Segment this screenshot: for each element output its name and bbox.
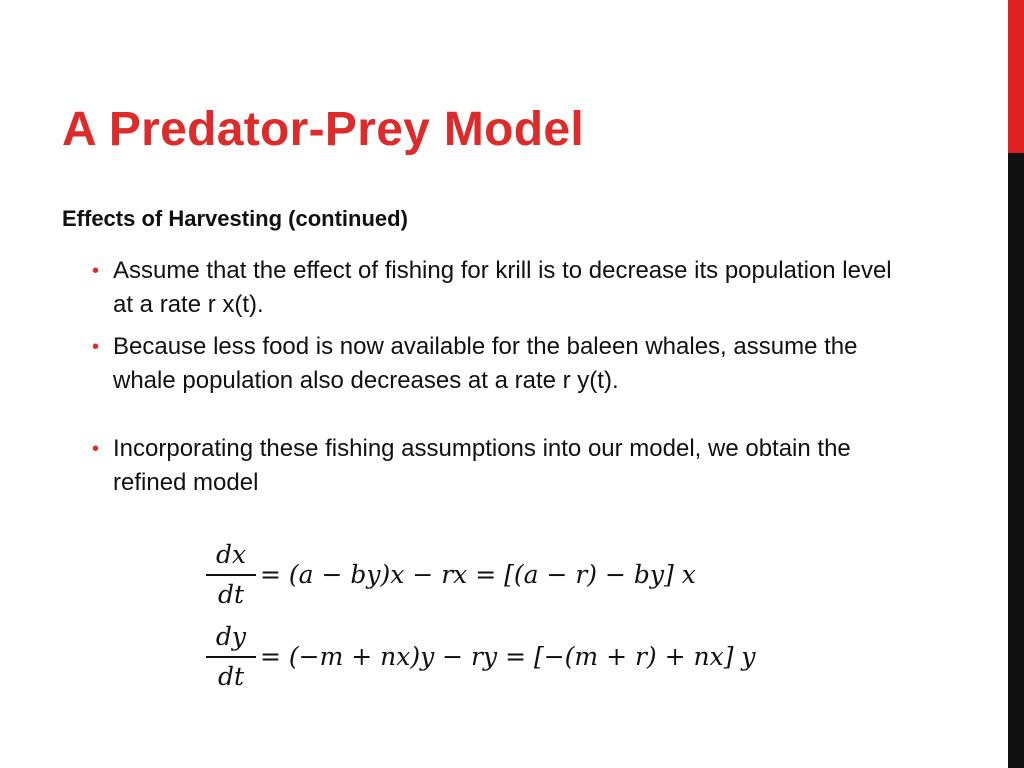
bullet-dot-icon: • bbox=[92, 438, 100, 460]
bullet-item bbox=[92, 432, 892, 500]
fraction-bar bbox=[206, 656, 256, 658]
bullet-list bbox=[92, 254, 892, 500]
accent-bar-dark bbox=[1008, 153, 1024, 768]
bullet-item bbox=[92, 254, 892, 322]
fraction-denominator: dt bbox=[217, 579, 245, 609]
slide-subtitle: Effects of Harvesting (continued) bbox=[62, 206, 408, 231]
equation-rhs: = (a − by)x − rx = [(a − r) − by] x bbox=[260, 560, 696, 589]
fraction-denominator: dt bbox=[217, 661, 245, 691]
bullet-dot-icon: • bbox=[92, 260, 100, 282]
derivative-fraction bbox=[206, 538, 256, 612]
fraction-numerator: dx bbox=[215, 540, 247, 569]
derivative-fraction bbox=[206, 620, 256, 694]
equation-rhs: = (−m + nx)y − ry = [−(m + r) + nx] y bbox=[260, 642, 756, 671]
bullet-text: Assume that the effect of fishing for krill is to decrease its population level at a rate r x(t). bbox=[113, 257, 892, 318]
bullet-text: Because less food is now available for the baleen whales, assume the whale population also decreases at a rate r y(t). bbox=[113, 333, 858, 394]
bullet-item bbox=[92, 330, 892, 398]
fraction-numerator: dy bbox=[215, 622, 247, 651]
fraction-bar bbox=[206, 574, 256, 576]
bullet-dot-icon: • bbox=[92, 336, 100, 358]
bullet-text: Incorporating these fishing assumptions into our model, we obtain the refined model bbox=[113, 435, 851, 496]
accent-bar-red bbox=[1008, 0, 1024, 153]
slide-title: A Predator-Prey Model bbox=[62, 103, 584, 156]
